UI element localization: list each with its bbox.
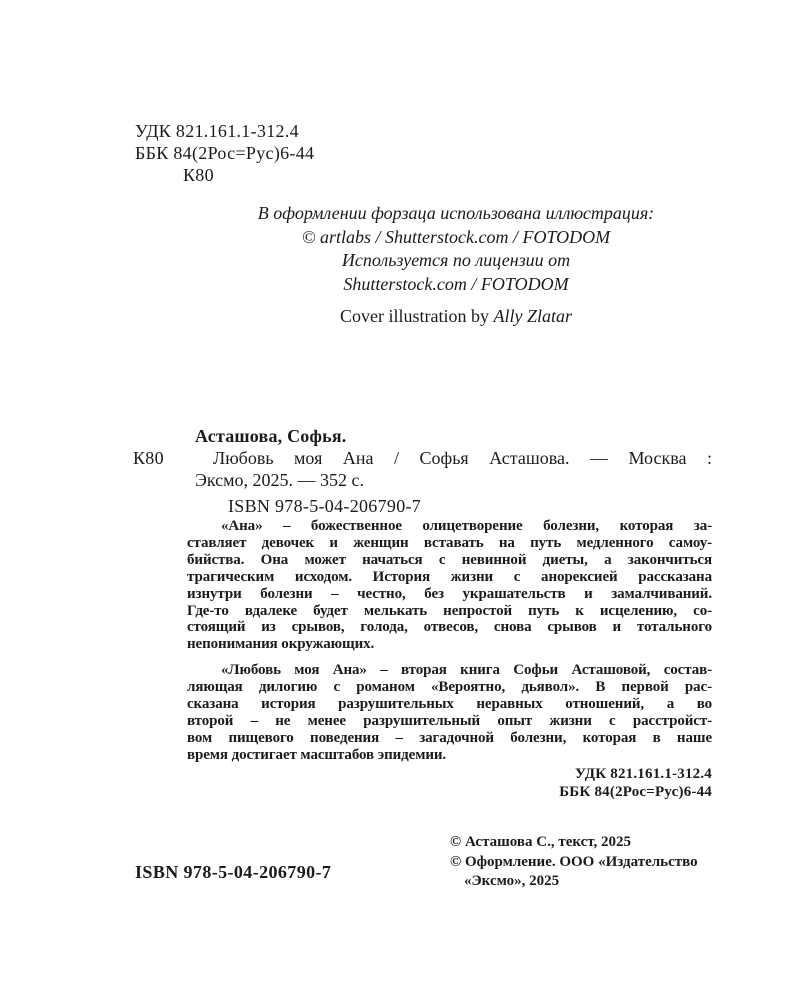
cover-illustration-credit xyxy=(200,306,712,327)
catalog-author-code: К80 xyxy=(133,448,164,468)
udk-code-bottom: УДК 821.161.1-312.4 xyxy=(575,766,712,782)
annotation-paragraph-2: «Любовь моя Ана» – вторая книга Софьи Асташовой, состав- ляющая дилогию с романом «Вероятно, дьявол». В первой рас- сказана история разрушительных неравных отношений, а во второй – не менее разрушительный опыт жизни с расстройст- вом пищевого поведения – загадочной болезни, которая в наше время достигает масштабов эпидемии. xyxy=(187,662,712,763)
annotation-paragraph-1: «Ана» – божественное олицетворение болезни, которая за- ставляет девочек и женщин вставать на путь медленного самоу- бийства. Она может начаться с невинной диеты, а закончиться трагическим исходом. История жизни с анорексией рассказана изнутри болезни – честно, без украшательств и замалчиваний. Где-то вдалеке будет мелькать непростой путь к исцелению, со- стоящий из срывов, голода, отвесов, снова срывов и тотального непонимания окружающих. xyxy=(187,518,712,653)
cover-artist-name: Ally Zlatar xyxy=(493,306,572,326)
bbk-code: ББК 84(2Рос=Рус)6-44 xyxy=(135,143,315,163)
footer-isbn: ISBN 978-5-04-206790-7 xyxy=(135,862,332,882)
catalog-isbn: ISBN 978-5-04-206790-7 xyxy=(228,496,422,516)
bottom-classification-codes xyxy=(412,766,712,801)
cover-credit-text: Cover illustration by xyxy=(340,306,494,326)
catalog-description: Любовь моя Ана / Софья Асташова. — Москва : Эксмо, 2025. — 352 с. xyxy=(195,448,712,490)
copyright-block: © Асташова С., текст, 2025 © Оформление. ООО «Издательство «Эксмо», 2025 xyxy=(450,834,698,889)
endpaper-illustration-credit: В оформлении форзаца использована иллюстрация: © artlabs / Shutterstock.com / FOTODOM Используется по лицензии от Shutterstock.com / FOTODOM xyxy=(257,203,655,294)
udk-code: УДК 821.161.1-312.4 xyxy=(135,121,299,141)
catalog-author: Асташова, Софья. xyxy=(195,426,347,446)
author-sign-code: К80 xyxy=(183,165,214,185)
catalog-card xyxy=(195,425,712,517)
bbk-code-bottom: ББК 84(2Рос=Рус)6-44 xyxy=(559,783,712,800)
top-classification-codes xyxy=(135,120,314,186)
